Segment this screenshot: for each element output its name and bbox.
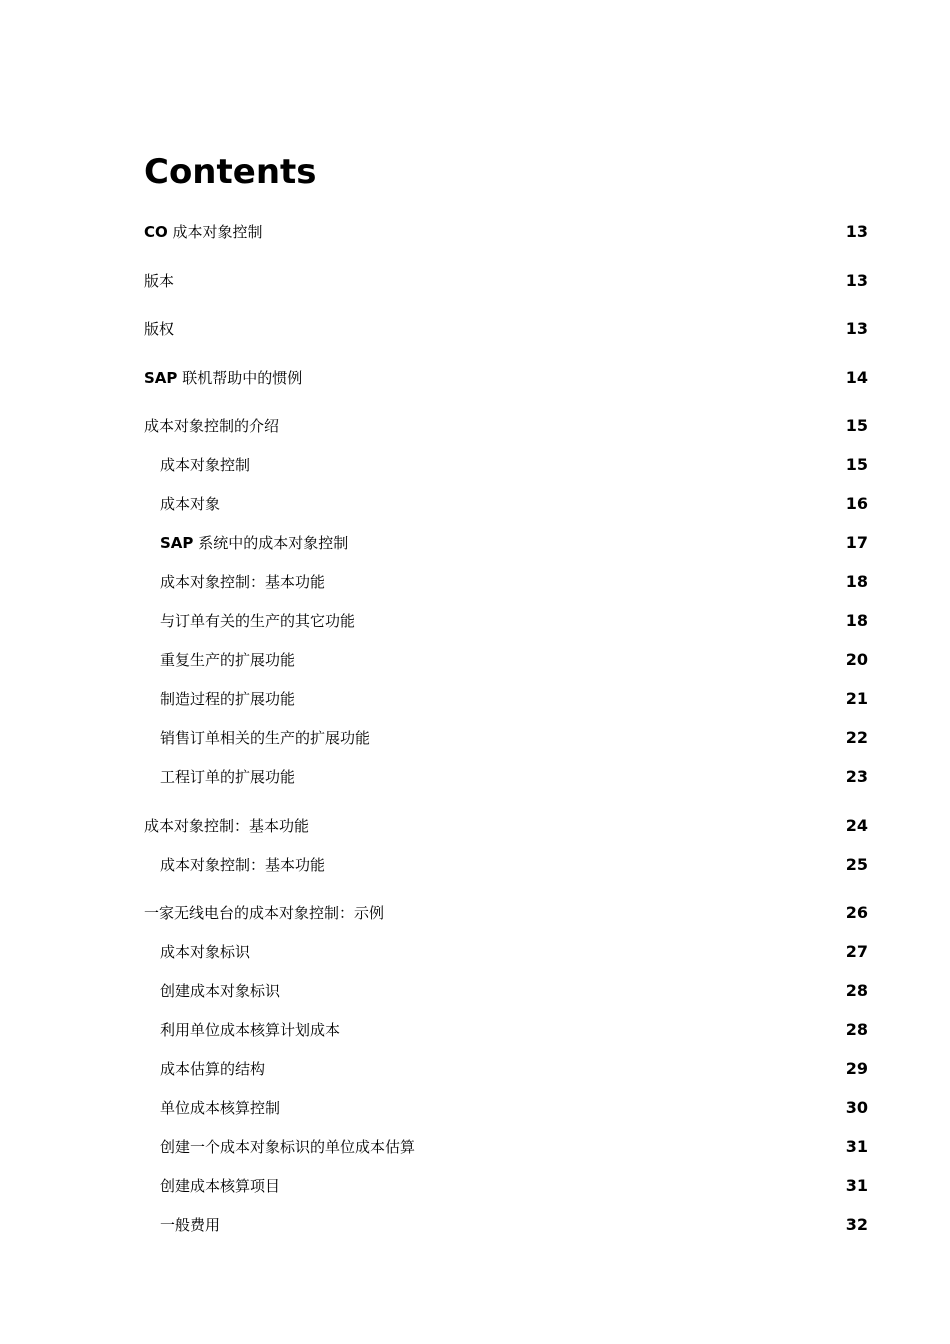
- toc-entry-page-number: 15: [845, 455, 868, 474]
- toc-entry[interactable]: [144, 492, 868, 516]
- toc-entry[interactable]: [144, 1213, 868, 1237]
- toc-entry-text: 制造过程的扩展功能: [160, 690, 296, 708]
- toc-entry-text: 创建成本核算项目: [160, 1177, 281, 1195]
- toc-entry[interactable]: [144, 814, 868, 838]
- toc-entry-page-number: 20: [845, 650, 868, 669]
- toc-entry-page-number: 25: [845, 854, 868, 874]
- toc-entry-label: [144, 269, 174, 293]
- toc-entry-label: [160, 1213, 220, 1237]
- toc-entry[interactable]: [144, 414, 868, 438]
- toc-entry-text: 成本估算的结构: [160, 1060, 266, 1078]
- toc-entry-label: [160, 453, 250, 477]
- toc-entry-text: 成本对象: [160, 495, 221, 513]
- toc-entry[interactable]: [144, 609, 868, 633]
- toc-entry-page-number: 14: [845, 367, 868, 387]
- toc-entry[interactable]: [144, 765, 868, 789]
- toc-entry-label: [160, 940, 250, 964]
- toc-entry[interactable]: [144, 317, 868, 341]
- toc-entry-text: 重复生产的扩展功能: [160, 651, 296, 669]
- toc-entry-label: [160, 570, 325, 594]
- toc-entry-page-number: 24: [845, 815, 868, 835]
- toc-entry-label: [160, 648, 295, 672]
- toc-entry-label: [144, 814, 309, 838]
- toc-entry[interactable]: [144, 1135, 868, 1159]
- toc-entry-label: [160, 609, 355, 633]
- toc-entry[interactable]: [144, 453, 868, 477]
- toc-entry-page-number: 27: [845, 942, 868, 961]
- toc-entry-label: [160, 687, 295, 711]
- toc-entry-page-number: 31: [845, 1137, 868, 1156]
- toc-entry-text: 创建一个成本对象标识的单位成本估算: [160, 1138, 416, 1156]
- toc-entry-text: 一家无线电台的成本对象控制：示例: [144, 904, 385, 922]
- toc-entry[interactable]: [144, 1057, 868, 1081]
- toc-entry-page-number: 16: [845, 494, 868, 513]
- toc-entry-label: [160, 1174, 280, 1198]
- toc-entry-page-number: 22: [845, 728, 868, 747]
- toc-entry-label: [160, 492, 220, 516]
- page-title: Contents: [144, 152, 317, 192]
- toc-entry-text: 版权: [144, 320, 175, 338]
- toc-entry-label: [144, 414, 279, 438]
- toc-entry-page-number: 28: [845, 981, 868, 1000]
- toc-entry-page-number: 13: [845, 270, 868, 290]
- toc-entry[interactable]: [144, 853, 868, 877]
- toc-entry-page-number: 21: [845, 689, 868, 708]
- toc-entry-page-number: 15: [845, 416, 868, 435]
- toc-entry-label: [160, 853, 325, 877]
- toc-entry[interactable]: [144, 366, 868, 390]
- toc-entry-page-number: 32: [845, 1215, 868, 1234]
- toc-entry-label: [160, 1096, 280, 1120]
- toc-entry-text: 单位成本核算控制: [160, 1099, 281, 1117]
- toc-page: [144, 150, 868, 1234]
- toc-entry[interactable]: [144, 531, 868, 555]
- toc-entry-label: [160, 1135, 415, 1159]
- toc-entry-label: [160, 531, 348, 555]
- toc-entry[interactable]: [144, 220, 868, 244]
- toc-entry-text: 系统中的成本对象控制: [198, 534, 349, 552]
- toc-entry-text: 与订单有关的生产的其它功能: [160, 612, 356, 630]
- toc-entry[interactable]: [144, 1018, 868, 1042]
- toc-entry[interactable]: [144, 648, 868, 672]
- toc-entry-text: 成本对象控制: [172, 223, 263, 241]
- toc-entry-text: 一般费用: [160, 1216, 221, 1234]
- toc-entry-prefix: CO: [144, 223, 168, 241]
- toc-entry-label: [160, 1018, 340, 1042]
- toc-entry[interactable]: [144, 726, 868, 750]
- toc-entry-label: [160, 979, 280, 1003]
- toc-entry-text: 成本对象控制：基本功能: [160, 573, 326, 591]
- toc-entry-page-number: 30: [845, 1098, 868, 1117]
- toc-entry-label: [160, 726, 370, 750]
- toc-entry[interactable]: [144, 979, 868, 1003]
- toc-entry-page-number: 13: [845, 319, 868, 338]
- toc-entry-page-number: 17: [845, 533, 868, 552]
- toc-entry-page-number: 13: [845, 222, 868, 241]
- toc-entry-label: [144, 317, 174, 341]
- toc-entry[interactable]: [144, 940, 868, 964]
- toc-entry-text: 版本: [144, 271, 175, 290]
- toc-entry-text: 成本对象控制: [160, 456, 251, 474]
- toc-entry-text: 联机帮助中的惯例: [182, 368, 303, 387]
- toc-entry-page-number: 28: [845, 1020, 868, 1039]
- toc-entry-text: 工程订单的扩展功能: [160, 768, 296, 786]
- toc-entry-page-number: 29: [845, 1059, 868, 1078]
- toc-entry-prefix: SAP: [160, 534, 194, 552]
- toc-entry-label: [160, 1057, 265, 1081]
- toc-entry[interactable]: [144, 1174, 868, 1198]
- toc-entry-text: 创建成本对象标识: [160, 982, 281, 1000]
- toc-entry[interactable]: [144, 269, 868, 293]
- toc-entry-label: [160, 765, 295, 789]
- toc-entry-label: [144, 220, 263, 244]
- toc-entry-text: 成本对象控制：基本功能: [144, 816, 310, 835]
- toc-entry-text: 成本对象控制的介绍: [144, 417, 280, 435]
- toc-entry-text: 销售订单相关的生产的扩展功能: [160, 729, 371, 747]
- toc-entry-label: [144, 366, 302, 390]
- toc-entry-text: 成本对象控制：基本功能: [160, 855, 326, 874]
- toc-entry-page-number: 23: [845, 767, 868, 786]
- toc-entry-text: 利用单位成本核算计划成本: [160, 1021, 341, 1039]
- toc-entry-page-number: 26: [845, 903, 868, 922]
- toc-entry-page-number: 31: [845, 1176, 868, 1195]
- toc-entry-label: [144, 901, 384, 925]
- toc-entry[interactable]: [144, 687, 868, 711]
- toc-entry[interactable]: [144, 570, 868, 594]
- toc-entry-page-number: 18: [845, 611, 868, 630]
- toc-entry-prefix: SAP: [144, 368, 178, 387]
- toc-entry-page-number: 18: [845, 572, 868, 591]
- toc-entry[interactable]: [144, 1096, 868, 1120]
- toc-entry[interactable]: [144, 901, 868, 925]
- toc-entry-text: 成本对象标识: [160, 943, 251, 961]
